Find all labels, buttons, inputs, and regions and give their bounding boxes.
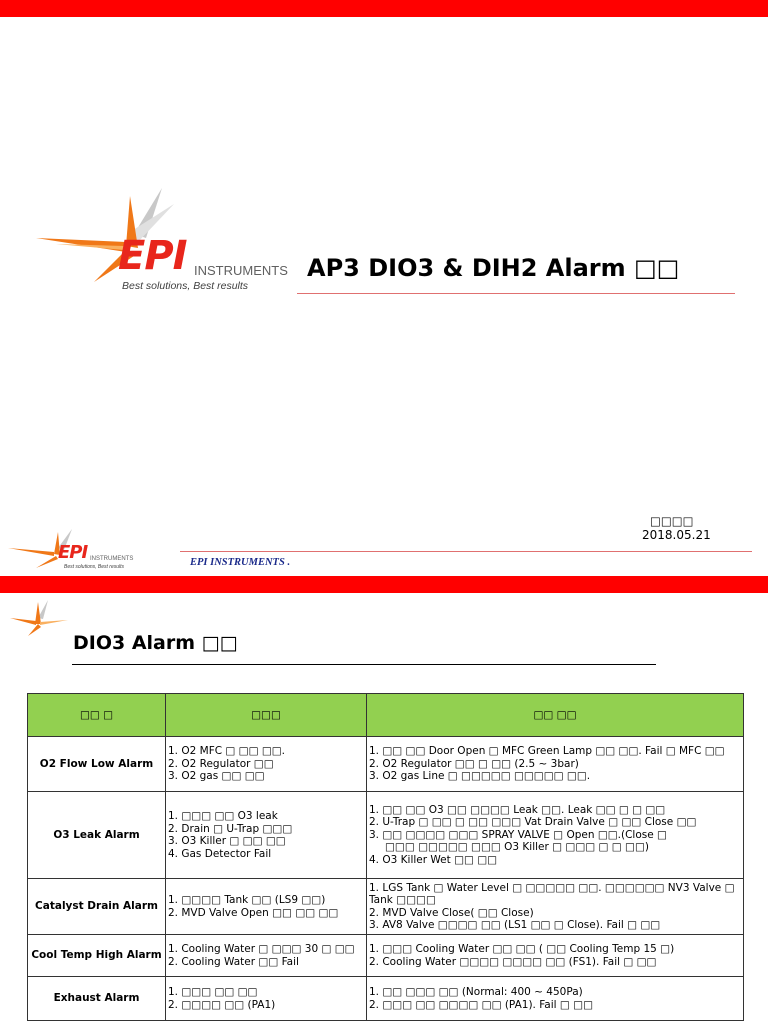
top-red-bar <box>0 576 768 593</box>
cause-line: 1. O2 MFC □ □□ □□. <box>168 745 286 758</box>
header-action: □□ □□ <box>367 694 744 737</box>
action-line: 2. U-Trap □ □□ □ □□ □□□ Vat Drain Valve □ □□ Close □□ <box>369 816 697 829</box>
footer-logo <box>6 528 182 572</box>
header-alarm-name: □□ □ <box>28 694 166 737</box>
action-line: □□□ □□□□□ □□□ O3 Killer □ □□□ □ □ □□) <box>385 841 649 854</box>
date-label: 2018.05.21 <box>642 528 711 542</box>
table-row <box>28 792 744 879</box>
table-row <box>28 879 744 935</box>
corner-star-icon <box>8 598 74 638</box>
table-header-row <box>28 694 744 737</box>
title-underline <box>297 293 735 294</box>
action-line: 3. AV8 Valve □□□□ □□ (LS1 □□ □ Close). Fail □ □□ <box>369 919 661 931</box>
table-row <box>28 935 744 977</box>
footer-company: EPI INSTRUMENTS . <box>190 557 291 568</box>
action-line: 1. LGS Tank □ Water Level □ □□□□□ □□. □□□□□□ NV3 Valve □ <box>369 881 735 894</box>
alarm-actions <box>367 737 744 792</box>
action-line: 2. O2 Regulator □□ □ □□ (2.5 ~ 3bar) <box>369 757 579 770</box>
logo-brand: EPI <box>118 233 187 279</box>
logo-tagline: Best solutions, Best results <box>122 280 249 292</box>
alarm-causes <box>166 935 367 977</box>
alarm-causes <box>166 977 367 1021</box>
page-title: AP3 DIO3 & DIH2 Alarm □□ <box>307 254 680 282</box>
cause-line: 1. □□□ □□ □□ <box>168 986 258 998</box>
cause-line: 1. □□□□ Tank □□ (LS9 □□) <box>168 894 326 906</box>
logo-subtitle: INSTRUMENTS <box>194 263 288 278</box>
epi-logo <box>34 186 294 296</box>
table-row <box>28 977 744 1021</box>
cause-line: 3. O3 Killer □ □□ □□ <box>168 835 286 847</box>
footer-line <box>180 551 752 552</box>
action-line: Tank □□□□ <box>369 894 436 906</box>
action-line: 4. O3 Killer Wet □□ □□ <box>369 853 498 866</box>
alarm-causes <box>166 792 367 879</box>
alarm-name: O3 Leak Alarm <box>28 792 166 879</box>
footer-logo-tagline: Best solutions, Best results <box>64 564 125 570</box>
cause-line: 4. Gas Detector Fail <box>168 847 272 860</box>
action-line: 1. □□ □□ O3 □□ □□□□ Leak □□. Leak □□ □ □ □□ <box>369 803 666 816</box>
alarm-actions <box>367 879 744 935</box>
action-line: 1. □□ □□ Door Open □ MFC Green Lamp □□ □□. Fail □ MFC □□ <box>369 745 725 758</box>
footer-logo-subtitle: INSTRUMENTS <box>90 556 134 562</box>
header-cause: □□□ <box>166 694 367 737</box>
alarm-actions <box>367 792 744 879</box>
table-row <box>28 737 744 792</box>
footer-logo-brand: EPI <box>58 542 88 563</box>
alarm-causes <box>166 737 367 792</box>
action-line: 2. Cooling Water □□□□ □□□□ □□ (FS1). Fail □ □□ <box>369 955 657 968</box>
action-line: 1. □□ □□□ □□ (Normal: 400 ~ 450Pa) <box>369 986 583 998</box>
action-line: 2. □□□ □□ □□□□ □□ (PA1). Fail □ □□ <box>369 998 594 1011</box>
cause-line: 2. □□□□ □□ (PA1) <box>168 998 276 1011</box>
content-slide <box>0 576 768 1024</box>
alarm-name: Cool Temp High Alarm <box>28 935 166 977</box>
cause-line: 2. Drain □ U-Trap □□□ <box>168 822 293 835</box>
action-line: 1. □□□ Cooling Water □□ □□ ( □□ Cooling Temp 15 □) <box>369 943 675 955</box>
alarm-name: Exhaust Alarm <box>28 977 166 1021</box>
action-line: 3. □□ □□□□ □□□ SPRAY VALVE □ Open □□.(Close □ <box>369 828 667 841</box>
alarm-causes <box>166 879 367 935</box>
cause-line: 2. MVD Valve Open □□ □□ □□ <box>168 906 339 919</box>
cause-line: 1. Cooling Water □ □□□ 30 □ □□ <box>168 943 355 955</box>
action-line: 2. MVD Valve Close( □□ Close) <box>369 906 534 919</box>
cause-line: 1. □□□ □□ O3 leak <box>168 810 278 822</box>
cause-line: 3. O2 gas □□ □□ <box>168 770 265 783</box>
top-red-bar <box>0 0 768 17</box>
heading-underline <box>72 664 656 665</box>
alarm-table <box>27 693 744 1021</box>
alarm-actions <box>367 977 744 1021</box>
action-line: 3. O2 gas Line □ □□□□□ □□□□□ □□. <box>369 770 591 783</box>
alarm-name: O2 Flow Low Alarm <box>28 737 166 792</box>
alarm-actions <box>367 935 744 977</box>
alarm-name: Catalyst Drain Alarm <box>28 879 166 935</box>
cause-line: 2. O2 Regulator □□ <box>168 757 274 770</box>
cause-line: 2. Cooling Water □□ Fail <box>168 955 299 968</box>
author-label: □□□□ <box>650 514 694 528</box>
slide-heading: DIO3 Alarm □□ <box>73 632 238 654</box>
